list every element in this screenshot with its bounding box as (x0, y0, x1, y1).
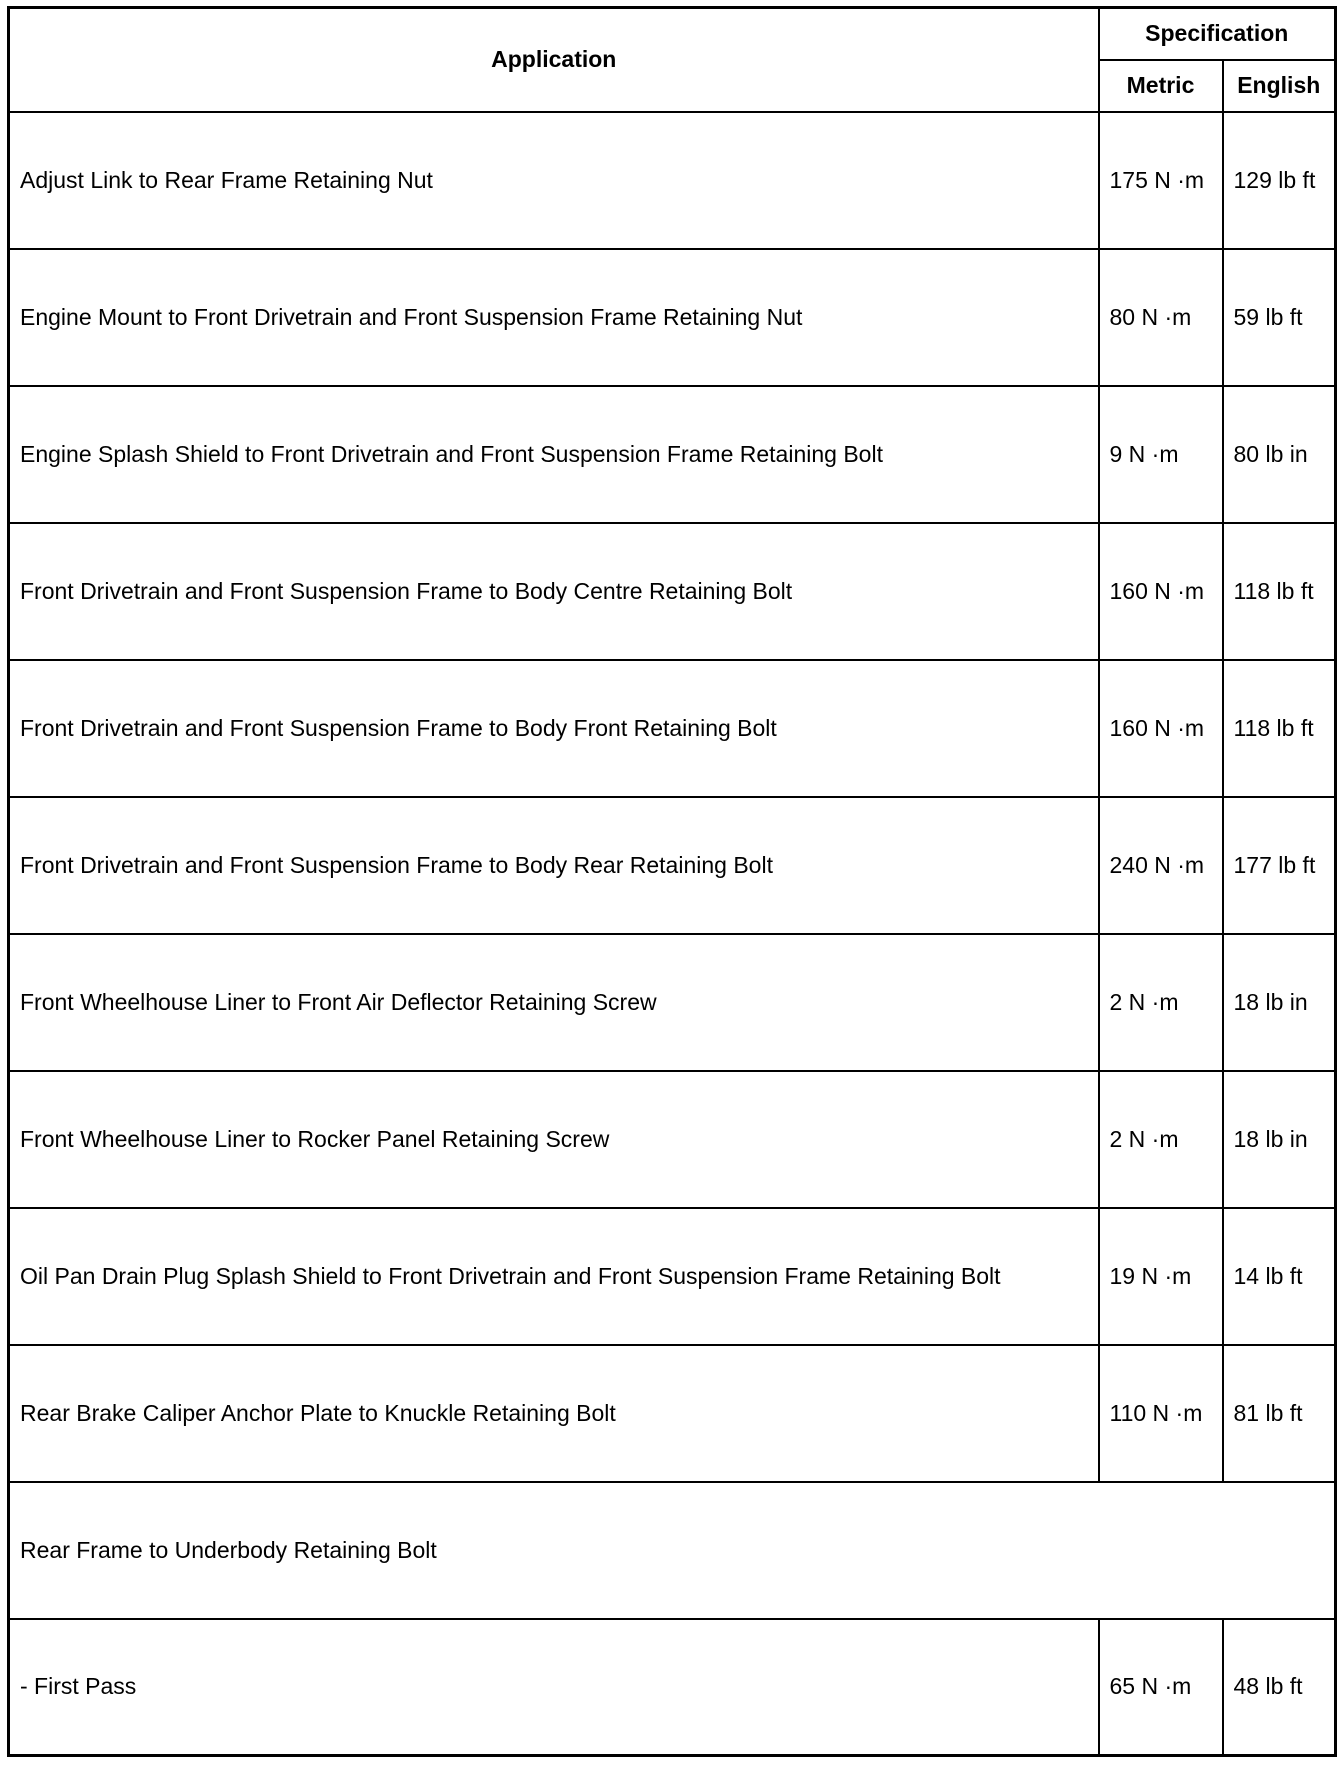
metric-cell: 110 N ·m (1099, 1345, 1223, 1482)
table-row (9, 660, 1336, 797)
english-cell: 18 lb in (1223, 934, 1336, 1071)
application-cell: Front Drivetrain and Front Suspension Frame to Body Rear Retaining Bolt (9, 797, 1099, 934)
table-row (9, 249, 1336, 386)
metric-cell: 2 N ·m (1099, 934, 1223, 1071)
english-cell: 80 lb in (1223, 386, 1336, 523)
english-cell: 118 lb ft (1223, 660, 1336, 797)
application-cell: Front Wheelhouse Liner to Rocker Panel Retaining Screw (9, 1071, 1099, 1208)
application-header: Application (9, 8, 1099, 112)
table-row (9, 797, 1336, 934)
table-row-group-header (9, 1482, 1336, 1619)
metric-cell: 19 N ·m (1099, 1208, 1223, 1345)
metric-cell: 80 N ·m (1099, 249, 1223, 386)
english-cell: 177 lb ft (1223, 797, 1336, 934)
metric-cell: 2 N ·m (1099, 1071, 1223, 1208)
table-row (9, 386, 1336, 523)
application-cell: Engine Splash Shield to Front Drivetrain and Front Suspension Frame Retaining Bolt (9, 386, 1099, 523)
application-cell: Adjust Link to Rear Frame Retaining Nut (9, 112, 1099, 249)
application-cell: Rear Brake Caliper Anchor Plate to Knuckle Retaining Bolt (9, 1345, 1099, 1482)
english-cell: 14 lb ft (1223, 1208, 1336, 1345)
table-body (9, 112, 1336, 1756)
application-cell: Front Drivetrain and Front Suspension Frame to Body Centre Retaining Bolt (9, 523, 1099, 660)
metric-cell: 9 N ·m (1099, 386, 1223, 523)
metric-header: Metric (1099, 60, 1223, 112)
application-cell: Oil Pan Drain Plug Splash Shield to Front Drivetrain and Front Suspension Frame Retaining Bolt (9, 1208, 1099, 1345)
table-row (9, 112, 1336, 249)
metric-cell: 160 N ·m (1099, 523, 1223, 660)
english-cell: 18 lb in (1223, 1071, 1336, 1208)
torque-spec-table (7, 6, 1337, 1757)
english-cell: 81 lb ft (1223, 1345, 1336, 1482)
english-cell: 48 lb ft (1223, 1619, 1336, 1756)
english-cell: 129 lb ft (1223, 112, 1336, 249)
header-row-top (9, 8, 1336, 60)
english-cell: 118 lb ft (1223, 523, 1336, 660)
metric-cell: 160 N ·m (1099, 660, 1223, 797)
metric-cell: 240 N ·m (1099, 797, 1223, 934)
table-row (9, 523, 1336, 660)
metric-cell: 175 N ·m (1099, 112, 1223, 249)
table-row (9, 1071, 1336, 1208)
application-cell: Rear Frame to Underbody Retaining Bolt (9, 1482, 1336, 1619)
english-cell: 59 lb ft (1223, 249, 1336, 386)
application-cell: Engine Mount to Front Drivetrain and Front Suspension Frame Retaining Nut (9, 249, 1099, 386)
english-header: English (1223, 60, 1336, 112)
application-cell: Front Wheelhouse Liner to Front Air Deflector Retaining Screw (9, 934, 1099, 1071)
table-row (9, 934, 1336, 1071)
application-cell: - First Pass (9, 1619, 1099, 1756)
table-row (9, 1619, 1336, 1756)
table-row (9, 1208, 1336, 1345)
application-cell: Front Drivetrain and Front Suspension Frame to Body Front Retaining Bolt (9, 660, 1099, 797)
metric-cell: 65 N ·m (1099, 1619, 1223, 1756)
table-row (9, 1345, 1336, 1482)
specification-header: Specification (1099, 8, 1336, 60)
